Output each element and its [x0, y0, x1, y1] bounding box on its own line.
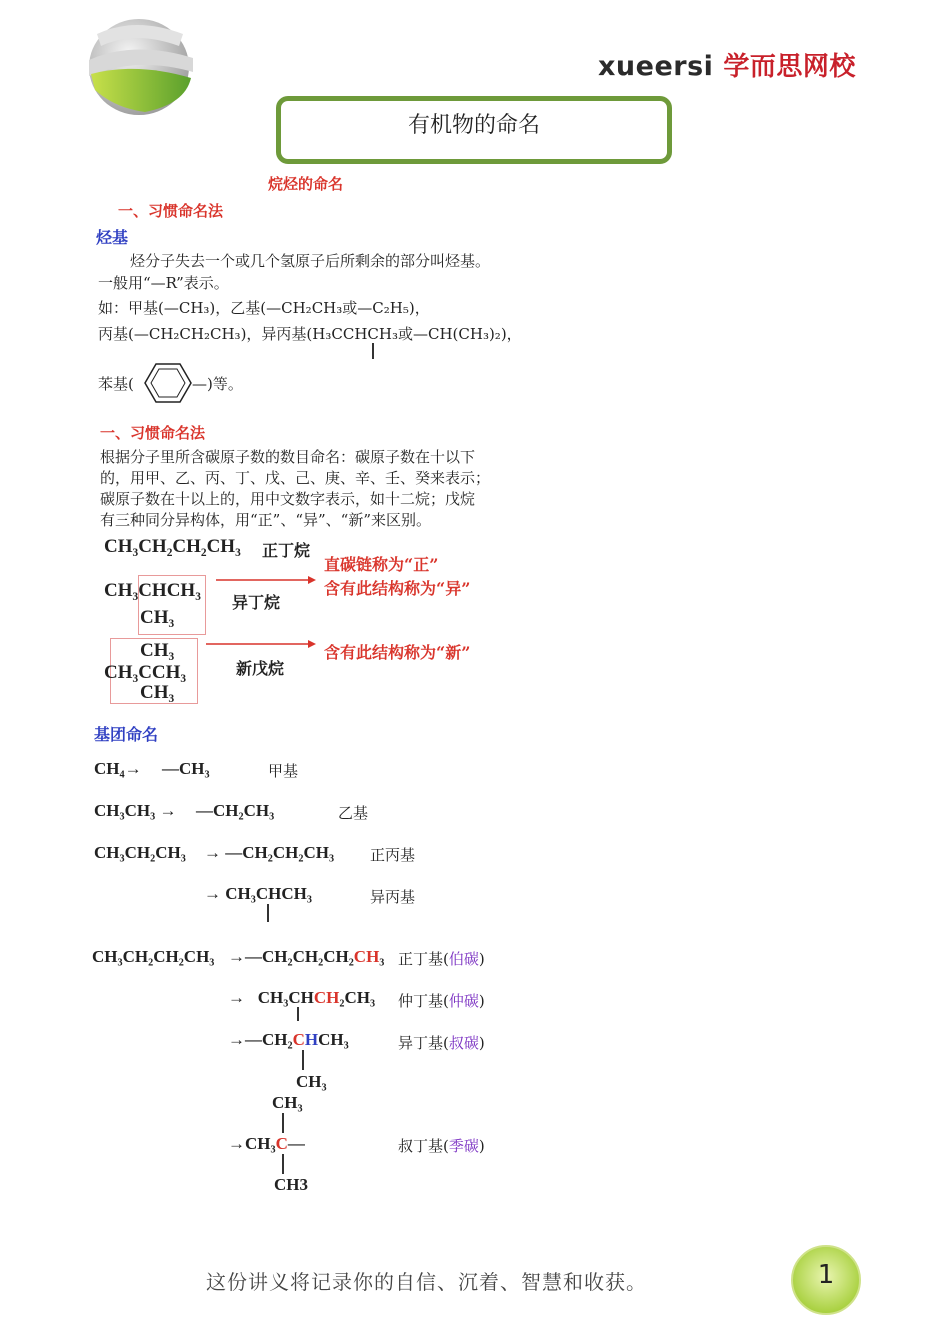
note-straight-chain: 直碳链称为“正” — [324, 555, 439, 574]
habit-naming-heading-2: 一、习惯命名法 — [100, 424, 206, 442]
n-butane-name: 正丁烷 — [262, 541, 311, 560]
sec-butyl-bond — [297, 1007, 299, 1021]
iso-butyl-name: 异丁基(叔碳) — [398, 1034, 485, 1052]
methyl-source: CH₄→ — [94, 759, 142, 778]
n-propyl-group: → —CH₂CH₂CH₃ — [204, 843, 335, 862]
n-butyl-name: 正丁基(伯碳) — [398, 950, 485, 968]
alkane-naming-heading: 烷烃的命名 — [268, 175, 344, 193]
rule-line-2: 的，用甲、乙、丙、丁、戊、己、庚、辛、壬、癸来表示； — [100, 469, 491, 487]
rule-line-3: 碳原子数在十以上的，用中文数字表示，如十二烷；戊烷 — [100, 490, 476, 508]
tert-butyl-top: CH₃ — [272, 1093, 303, 1112]
page-title: 有机物的命名 — [407, 113, 540, 138]
phenyl-suffix: —)等。 — [192, 375, 243, 393]
alkyl-examples-1: 如：甲基(—CH₃)，乙基(—CH₂CH₃或—C₂H₅)， — [98, 299, 430, 317]
iso-butyl-bond — [302, 1050, 304, 1070]
footer-motto: 这份讲义将记录你的自信、沉着、智慧和收获。 — [206, 1270, 647, 1294]
isopropyl-group-bond — [267, 904, 269, 922]
brand-latin: xueersi — [598, 51, 714, 82]
group-naming-heading: 基团命名 — [94, 725, 159, 744]
alkyl-definition-1: 烃分子失去一个或几个氢原子后所剩余的部分叫烃基。 — [130, 252, 491, 270]
n-propyl-name: 正丙基 — [370, 846, 416, 864]
iso-butane-name: 异丁烷 — [232, 593, 281, 612]
methyl-name: 甲基 — [268, 762, 299, 780]
neo-main: CH₃CCH₃ — [104, 662, 187, 683]
isopropyl-bond — [372, 343, 374, 359]
arrow-iso-icon — [216, 574, 316, 586]
tert-butyl-bond-bottom — [282, 1154, 284, 1174]
butane-source: CH₃CH₂CH₂CH₃ — [92, 947, 215, 966]
iso-butane-branch: CH₃ — [140, 607, 175, 628]
n-butane-formula: CH₃CH₂CH₂CH₃ — [104, 536, 241, 557]
sec-butyl-formula: → CH₃CHCH₂CH₃ — [228, 988, 376, 1007]
arrow-neo-icon — [206, 638, 316, 650]
iso-butyl-branch: CH₃ — [296, 1072, 327, 1091]
tert-butyl-bottom: CH3 — [274, 1175, 308, 1194]
ethyl-name: 乙基 — [338, 804, 369, 822]
tert-butyl-name: 叔丁基(季碳) — [398, 1137, 485, 1155]
xueersi-logo-icon — [75, 12, 200, 122]
note-neo: 含有此结构称为“新” — [324, 643, 471, 662]
propane-source: CH₃CH₂CH₃ — [94, 843, 186, 862]
tert-butyl-formula: →CH₃C— — [228, 1134, 305, 1153]
rule-line-1: 根据分子里所含碳原子数的数目命名：碳原子数在十以下 — [100, 448, 476, 466]
neo-top-methyl: CH₃ — [140, 640, 175, 661]
alkyl-heading: 烃基 — [96, 228, 129, 247]
habit-naming-heading-1: 一、习惯命名法 — [118, 202, 224, 220]
methyl-group: —CH₃ — [162, 759, 210, 778]
page-number: 1 — [817, 1260, 835, 1290]
neo-pentane-name: 新戊烷 — [236, 659, 285, 678]
n-butyl-formula: →—CH₂CH₂CH₂CH₃ — [228, 947, 385, 966]
brand-wordmark — [598, 46, 856, 83]
ethyl-source: CH₃CH₃ → — [94, 801, 177, 820]
alkyl-definition-2: 一般用“—R”表示。 — [98, 274, 229, 292]
ethyl-group: —CH₂CH₃ — [196, 801, 275, 820]
tert-butyl-bond-top — [282, 1113, 284, 1133]
benzene-ring-icon — [144, 362, 192, 404]
neo-bottom-methyl: CH₃ — [140, 682, 175, 703]
note-iso: 含有此结构称为“异” — [324, 579, 471, 598]
alkyl-examples-2: 丙基(—CH₂CH₂CH₃)，异丙基(H₃CCHCH₃或—CH(CH₃)₂)， — [98, 325, 522, 343]
phenyl-prefix: 苯基( — [98, 375, 134, 393]
isopropyl-group: → CH₃CHCH₃ — [204, 884, 312, 903]
isopropyl-name: 异丙基 — [370, 888, 416, 906]
iso-butyl-formula: →—CH₂CHCH₃ — [228, 1030, 349, 1049]
iso-butane-main: CH₃CHCH₃ — [104, 580, 201, 601]
brand-chinese: 学而思网校 — [723, 52, 856, 82]
sec-butyl-name: 仲丁基(仲碳) — [398, 992, 485, 1010]
rule-line-4: 有三种同分异构体，用“正”、“异”、“新”来区别。 — [100, 511, 432, 529]
